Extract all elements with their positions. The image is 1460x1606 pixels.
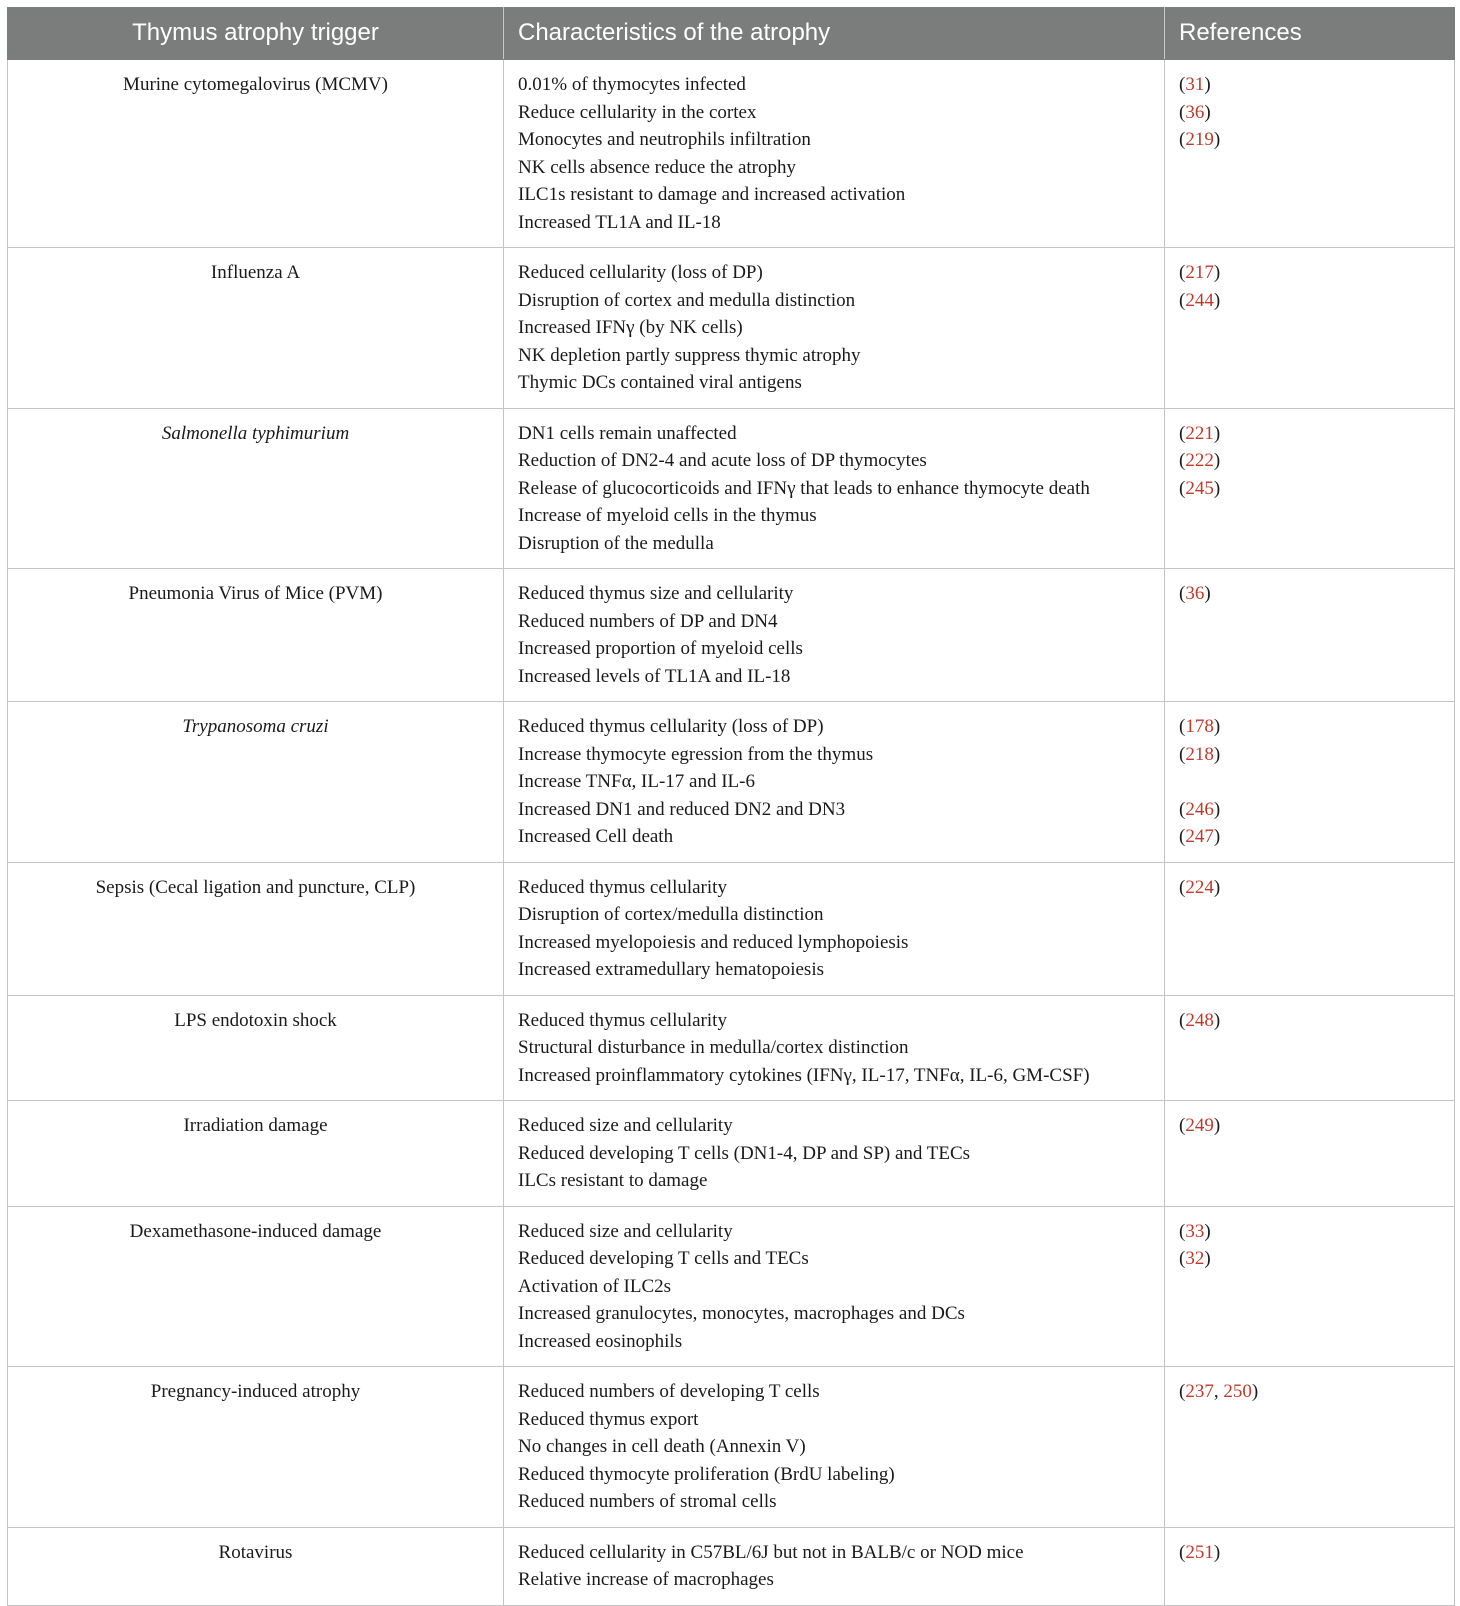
characteristic-line: Reduced cellularity in C57BL/6J but not in BALB/c or NOD mice [518, 1541, 1024, 1563]
references-cell [1165, 60, 1455, 248]
reference-line: (249) [1179, 1115, 1221, 1136]
reference-line: (248) [1179, 1009, 1221, 1031]
characteristic-line: DN1 cells remain unaffected [518, 422, 737, 444]
reference-link[interactable]: 221 [1185, 422, 1214, 444]
reference-link[interactable]: 36 [1185, 101, 1205, 123]
characteristic-line: Reduced numbers of developing T cells [518, 1381, 820, 1402]
table-row [8, 1527, 1455, 1605]
characteristic-line: Reduced thymus export [518, 1408, 699, 1430]
reference-line: (246) [1179, 798, 1221, 820]
reference-link[interactable]: 245 [1185, 477, 1214, 499]
reference-line: (245) [1179, 477, 1221, 499]
table-row [8, 248, 1455, 409]
reference-link[interactable]: 237 [1185, 1381, 1214, 1402]
reference-line: (251) [1179, 1541, 1221, 1563]
characteristic-line: Increased proportion of myeloid cells [518, 638, 803, 659]
reference-line: (31) [1179, 74, 1211, 95]
references-cell [1165, 1206, 1455, 1367]
reference-line [1179, 768, 1454, 796]
characteristic-line: Reduced thymus cellularity [518, 1009, 727, 1031]
reference-line: (219) [1179, 129, 1221, 150]
characteristic-line: Reduced numbers of stromal cells [518, 1491, 777, 1512]
table-row [8, 995, 1455, 1101]
characteristic-line: Relative increase of macrophages [518, 1569, 774, 1590]
references-cell [1165, 1101, 1455, 1207]
characteristic-line: Reduced cellularity (loss of DP) [518, 262, 763, 283]
table-row [8, 1206, 1455, 1367]
reference-link[interactable]: 219 [1185, 129, 1214, 150]
characteristics-cell [504, 569, 1165, 702]
characteristic-line: Increase thymocyte egression from the thymus [518, 743, 874, 765]
trigger-cell: Sepsis (Cecal ligation and puncture, CLP) [8, 862, 504, 995]
characteristic-line: Increase TNFα, IL-17 and IL-6 [518, 771, 755, 792]
reference-line: (221) [1179, 422, 1221, 444]
characteristic-line: Reduce cellularity in the cortex [518, 101, 757, 123]
references-cell [1165, 408, 1455, 569]
characteristics-cell [504, 408, 1165, 569]
characteristic-line: Disruption of cortex and medulla distinction [518, 289, 856, 311]
table-row [8, 1367, 1455, 1528]
reference-line: (217) [1179, 262, 1221, 283]
thymus-atrophy-table [7, 7, 1455, 1606]
characteristic-line: Increased IFNγ (by NK cells) [518, 317, 743, 338]
reference-line: (222) [1179, 450, 1221, 471]
table-row [8, 60, 1455, 248]
characteristics-cell [504, 862, 1165, 995]
reference-line: (178) [1179, 716, 1221, 737]
characteristics-cell [504, 1101, 1165, 1207]
table-body [8, 60, 1455, 1606]
characteristic-line: Reduced developing T cells and TECs [518, 1248, 809, 1269]
characteristic-line: Increased granulocytes, monocytes, macrophages and DCs [518, 1303, 965, 1324]
reference-link[interactable]: 251 [1185, 1541, 1214, 1563]
characteristic-line: Increased eosinophils [518, 1330, 683, 1352]
characteristic-line: Increase of myeloid cells in the thymus [518, 505, 817, 526]
trigger-cell: Dexamethasone-induced damage [8, 1206, 504, 1367]
characteristics-cell [504, 1206, 1165, 1367]
reference-link[interactable]: 248 [1185, 1009, 1214, 1031]
reference-link[interactable]: 33 [1185, 1220, 1205, 1242]
trigger-cell: LPS endotoxin shock [8, 995, 504, 1101]
trigger-cell: Trypanosoma cruzi [8, 702, 504, 863]
characteristic-line: Increased DN1 and reduced DN2 and DN3 [518, 798, 846, 820]
characteristic-line: Reduced thymus cellularity [518, 876, 727, 898]
characteristic-line: Thymic DCs contained viral antigens [518, 372, 802, 393]
characteristic-line: Structural disturbance in medulla/cortex distinction [518, 1037, 909, 1058]
characteristics-cell [504, 1527, 1165, 1605]
reference-line: (244) [1179, 289, 1221, 311]
reference-link[interactable]: 246 [1185, 798, 1214, 820]
characteristic-line: Reduced size and cellularity [518, 1115, 733, 1136]
reference-line: (247) [1179, 826, 1221, 847]
references-cell [1165, 862, 1455, 995]
characteristics-cell [504, 248, 1165, 409]
references-cell [1165, 248, 1455, 409]
characteristic-line: Increased levels of TL1A and IL-18 [518, 665, 791, 687]
reference-line: (36) [1179, 583, 1211, 604]
reference-line: (224) [1179, 876, 1221, 898]
characteristic-line: NK depletion partly suppress thymic atrophy [518, 344, 861, 366]
trigger-cell: Murine cytomegalovirus (MCMV) [8, 60, 504, 248]
header-trigger: Thymus atrophy trigger [8, 7, 504, 60]
characteristic-line: Release of glucocorticoids and IFNγ that leads to enhance thymocyte death [518, 477, 1090, 499]
reference-link[interactable]: 244 [1185, 289, 1214, 311]
references-cell [1165, 1527, 1455, 1605]
reference-link[interactable]: 247 [1185, 826, 1214, 847]
reference-line: (33) [1179, 1220, 1211, 1242]
characteristic-line: No changes in cell death (Annexin V) [518, 1436, 806, 1457]
characteristic-line: NK cells absence reduce the atrophy [518, 156, 797, 178]
characteristic-line: Disruption of cortex/medulla distinction [518, 904, 824, 925]
characteristic-line: Reduced thymus size and cellularity [518, 583, 794, 604]
references-cell [1165, 1367, 1455, 1528]
characteristic-line: Increased Cell death [518, 826, 674, 847]
header-characteristics: Characteristics of the atrophy [504, 7, 1165, 60]
characteristic-line: Reduced numbers of DP and DN4 [518, 610, 778, 632]
characteristic-line: Disruption of the medulla [518, 532, 714, 554]
reference-link[interactable]: 178 [1185, 716, 1214, 737]
trigger-cell: Irradiation damage [8, 1101, 504, 1207]
reference-line: (237, 250) [1179, 1381, 1259, 1402]
characteristic-line: Reduction of DN2-4 and acute loss of DP thymocytes [518, 450, 927, 471]
references-cell [1165, 569, 1455, 702]
reference-line: (218) [1179, 743, 1221, 765]
characteristic-line: ILCs resistant to damage [518, 1170, 708, 1191]
reference-link[interactable]: 250 [1223, 1381, 1252, 1402]
table-row [8, 569, 1455, 702]
reference-link[interactable]: 32 [1185, 1248, 1205, 1269]
reference-line: (32) [1179, 1248, 1211, 1269]
reference-line: (36) [1179, 101, 1211, 123]
reference-link[interactable]: 218 [1185, 743, 1214, 765]
characteristic-line: Increased TL1A and IL-18 [518, 211, 721, 233]
characteristics-cell [504, 1367, 1165, 1528]
characteristics-cell [504, 702, 1165, 863]
characteristic-line: ILC1s resistant to damage and increased activation [518, 184, 906, 205]
reference-link[interactable]: 31 [1185, 74, 1205, 95]
characteristic-line: Reduced developing T cells (DN1-4, DP and SP) and TECs [518, 1142, 971, 1164]
characteristic-line: Increased myelopoiesis and reduced lymphopoiesis [518, 931, 909, 953]
reference-link[interactable]: 36 [1185, 583, 1205, 604]
table-row [8, 862, 1455, 995]
characteristics-cell [504, 60, 1165, 248]
reference-link[interactable]: 222 [1185, 450, 1214, 471]
table-row [8, 702, 1455, 863]
characteristic-line: Reduced thymocyte proliferation (BrdU labeling) [518, 1463, 895, 1485]
characteristic-line: Reduced thymus cellularity (loss of DP) [518, 716, 824, 737]
trigger-cell: Pneumonia Virus of Mice (PVM) [8, 569, 504, 702]
trigger-cell: Salmonella typhimurium [8, 408, 504, 569]
characteristic-line: Reduced size and cellularity [518, 1220, 733, 1242]
table-row [8, 1101, 1455, 1207]
characteristic-line: 0.01% of thymocytes infected [518, 74, 746, 95]
table-row [8, 408, 1455, 569]
table-header [8, 7, 1455, 60]
trigger-cell: Influenza A [8, 248, 504, 409]
references-cell [1165, 702, 1455, 863]
characteristic-line: Activation of ILC2s [518, 1275, 672, 1297]
reference-link[interactable]: 217 [1185, 262, 1214, 283]
reference-link[interactable]: 224 [1185, 876, 1214, 898]
characteristics-cell [504, 995, 1165, 1101]
trigger-cell: Pregnancy-induced atrophy [8, 1367, 504, 1528]
references-cell [1165, 995, 1455, 1101]
characteristic-line: Monocytes and neutrophils infiltration [518, 129, 811, 150]
characteristic-line: Increased extramedullary hematopoiesis [518, 959, 824, 980]
characteristic-line: Increased proinflammatory cytokines (IFNγ, IL-17, TNFα, IL-6, GM-CSF) [518, 1064, 1090, 1086]
reference-link[interactable]: 249 [1185, 1115, 1214, 1136]
header-references: References [1165, 7, 1455, 60]
trigger-cell: Rotavirus [8, 1527, 504, 1605]
